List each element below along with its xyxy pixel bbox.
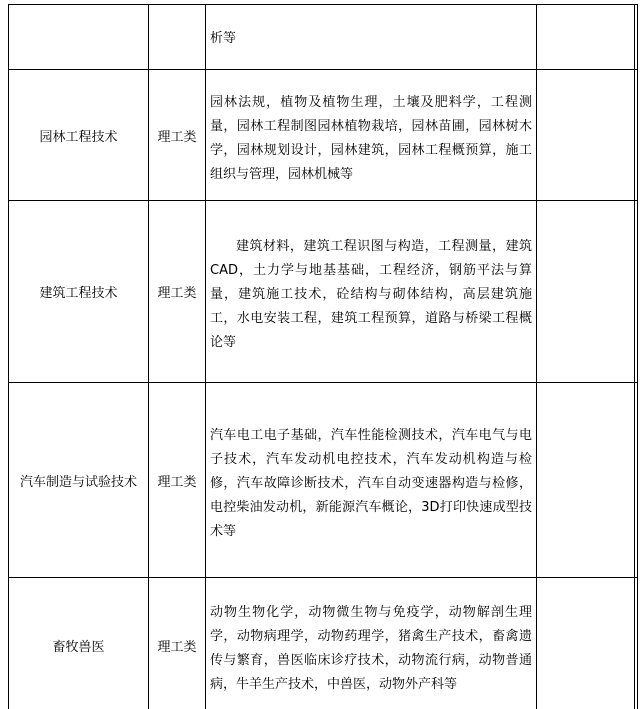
courses-text: 析等 bbox=[210, 30, 237, 46]
table-row bbox=[9, 5, 638, 70]
page-border-line bbox=[634, 4, 635, 709]
category-cell bbox=[149, 5, 206, 70]
category-cell: 理工类 bbox=[149, 383, 206, 578]
category-cell: 理工类 bbox=[149, 578, 206, 709]
courses-cell bbox=[206, 70, 537, 201]
major-cell: 建筑工程技术 bbox=[9, 201, 149, 383]
table-row bbox=[9, 578, 638, 709]
blank-cell bbox=[537, 383, 638, 578]
courses-text: 动物生物化学，动物微生物与免疫学，动物解剖生理学，动物病理学，动物药理学，猪禽生产技术，畜禽遗传与繁育，兽医临床诊疗技术，动物流行病，动物普通病，牛羊生产技术，中兽医，动物外产科等 bbox=[210, 604, 532, 692]
table-row bbox=[9, 383, 638, 578]
courses-cell bbox=[206, 201, 537, 383]
courses-text: 园林法规，植物及植物生理，土壤及肥料学，工程测量，园林工程制图园林植物栽培，园林苗圃，园林树木学，园林规划设计，园林建筑，园林工程概预算，施工组织与管理，园林机械等 bbox=[210, 94, 532, 182]
table-row bbox=[9, 201, 638, 383]
table-row bbox=[9, 70, 638, 201]
major-cell bbox=[9, 5, 149, 70]
courses-text: 建筑材料，建筑工程识图与构造，工程测量，建筑CAD，土力学与地基基础，工程经济，钢筋平法与算量，建筑施工技术，砼结构与砌体结构，高层建筑施工，水电安装工程，建筑工程预算，道路与桥梁工程概论等 bbox=[210, 239, 532, 350]
courses-cell bbox=[206, 578, 537, 709]
blank-cell bbox=[537, 578, 638, 709]
category-cell: 理工类 bbox=[149, 201, 206, 383]
major-cell: 汽车制造与试验技术 bbox=[9, 383, 149, 578]
major-cell: 园林工程技术 bbox=[9, 70, 149, 201]
courses-cell bbox=[206, 383, 537, 578]
course-table bbox=[8, 4, 638, 709]
courses-cell bbox=[206, 5, 537, 70]
major-cell: 畜牧兽医 bbox=[9, 578, 149, 709]
category-cell: 理工类 bbox=[149, 70, 206, 201]
courses-text: 汽车电工电子基础，汽车性能检测技术，汽车电气与电子技术，汽车发动机电控技术，汽车发动机构造与检修，汽车故障诊断技术，汽车自动变速器构造与检修，电控柴油发动机，新能源汽车概论，3D打印快速成型技术等 bbox=[210, 427, 532, 539]
blank-cell bbox=[537, 70, 638, 201]
blank-cell bbox=[537, 201, 638, 383]
blank-cell bbox=[537, 5, 638, 70]
